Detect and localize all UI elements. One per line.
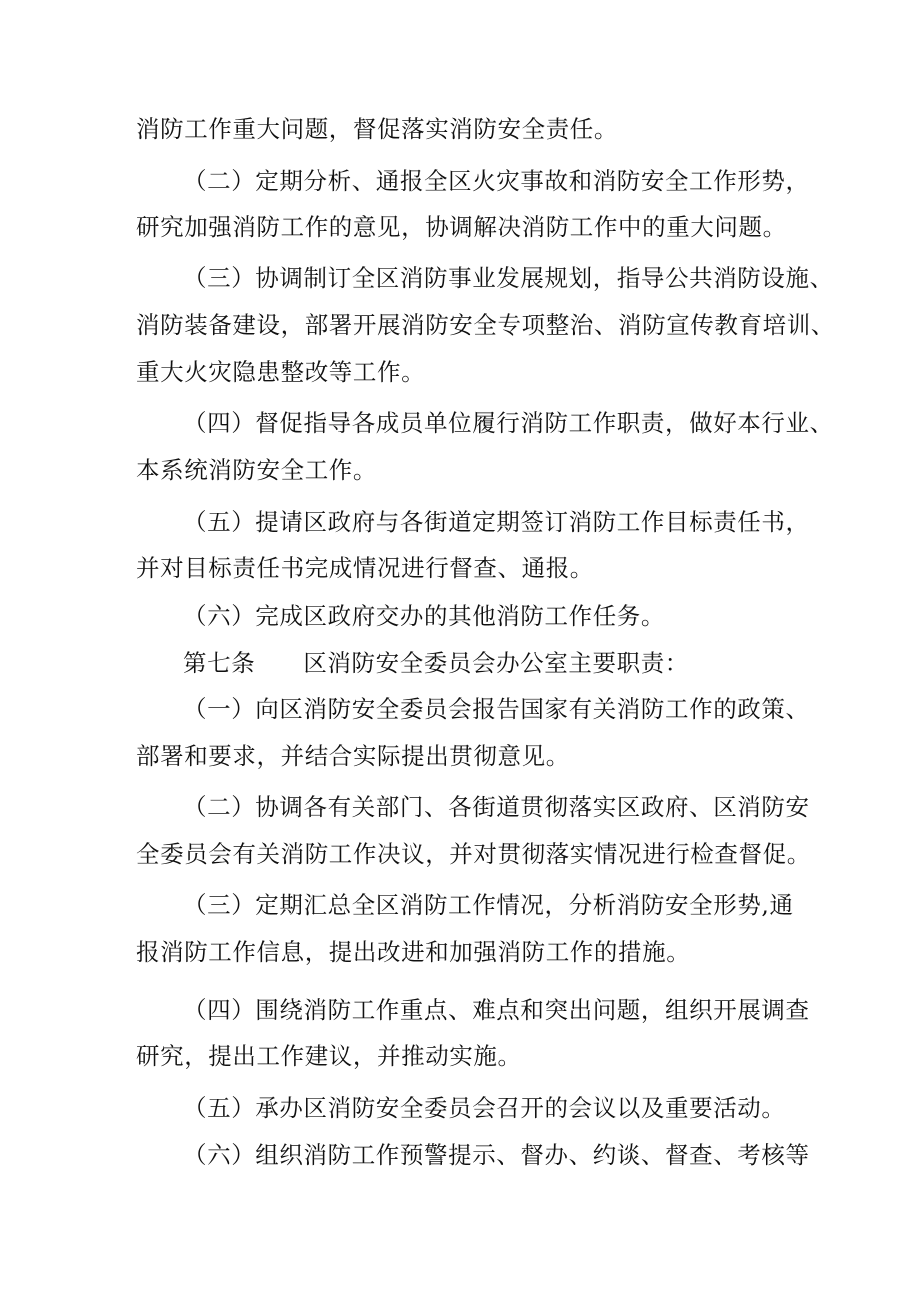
paragraph-line: （四）围绕消防工作重点、难点和突出问题，组织开展调查 bbox=[183, 996, 810, 1024]
paragraph-line: （五）提请区政府与各街道定期签订消防工作目标责任书， bbox=[183, 508, 810, 536]
paragraph-line: 研究，提出工作建议，并推动实施。 bbox=[136, 1042, 522, 1070]
article-heading bbox=[183, 648, 920, 678]
paragraph-line: 重大火灾隐患整改等工作。 bbox=[136, 358, 426, 386]
paragraph-line: （一）向区消防安全委员会报告国家有关消防工作的政策、 bbox=[183, 695, 810, 723]
paragraph-line: 报消防工作信息，提出改进和加强消防工作的措施。 bbox=[136, 938, 691, 966]
paragraph-line: （二）协调各有关部门、各街道贯彻落实区政府、区消防安 bbox=[183, 793, 810, 821]
paragraph-line: 消防装备建设，部署开展消防安全专项整治、消防宣传教育培训、 bbox=[136, 311, 835, 339]
paragraph-line: （六）完成区政府交办的其他消防工作任务。 bbox=[183, 602, 665, 630]
paragraph-line: （四）督促指导各成员单位履行消防工作职责，做好本行业、 bbox=[183, 409, 834, 437]
paragraph-line: （三）协调制订全区消防事业发展规划，指导公共消防设施、 bbox=[183, 264, 834, 292]
article-number: 第七条 bbox=[183, 649, 256, 677]
paragraph-line: 部署和要求，并结合实际提出贯彻意见。 bbox=[136, 742, 570, 770]
paragraph-line: （六）组织消防工作预警提示、督办、约谈、督查、考核等 bbox=[183, 1141, 810, 1169]
paragraph-line: 消防工作重大问题，督促落实消防安全责任。 bbox=[136, 115, 618, 143]
paragraph-line: （二）定期分析、通报全区火灾事故和消防安全工作形势， bbox=[183, 167, 810, 195]
paragraph-line: （五）承办区消防安全委员会召开的会议以及重要活动。 bbox=[183, 1094, 786, 1122]
paragraph-line: 研究加强消防工作的意见，协调解决消防工作中的重大问题。 bbox=[136, 213, 787, 241]
paragraph-line: 全委员会有关消防工作决议，并对贯彻落实情况进行检查督促。 bbox=[136, 840, 811, 868]
article-title: 区消防安全委员会办公室主要职责： bbox=[303, 649, 689, 677]
paragraph-line: （三）定期汇总全区消防工作情况，分析消防安全形势,通 bbox=[183, 891, 794, 919]
paragraph-line: 本系统消防安全工作。 bbox=[136, 456, 377, 484]
paragraph-line: 并对目标责任书完成情况进行督查、通报。 bbox=[136, 554, 594, 582]
